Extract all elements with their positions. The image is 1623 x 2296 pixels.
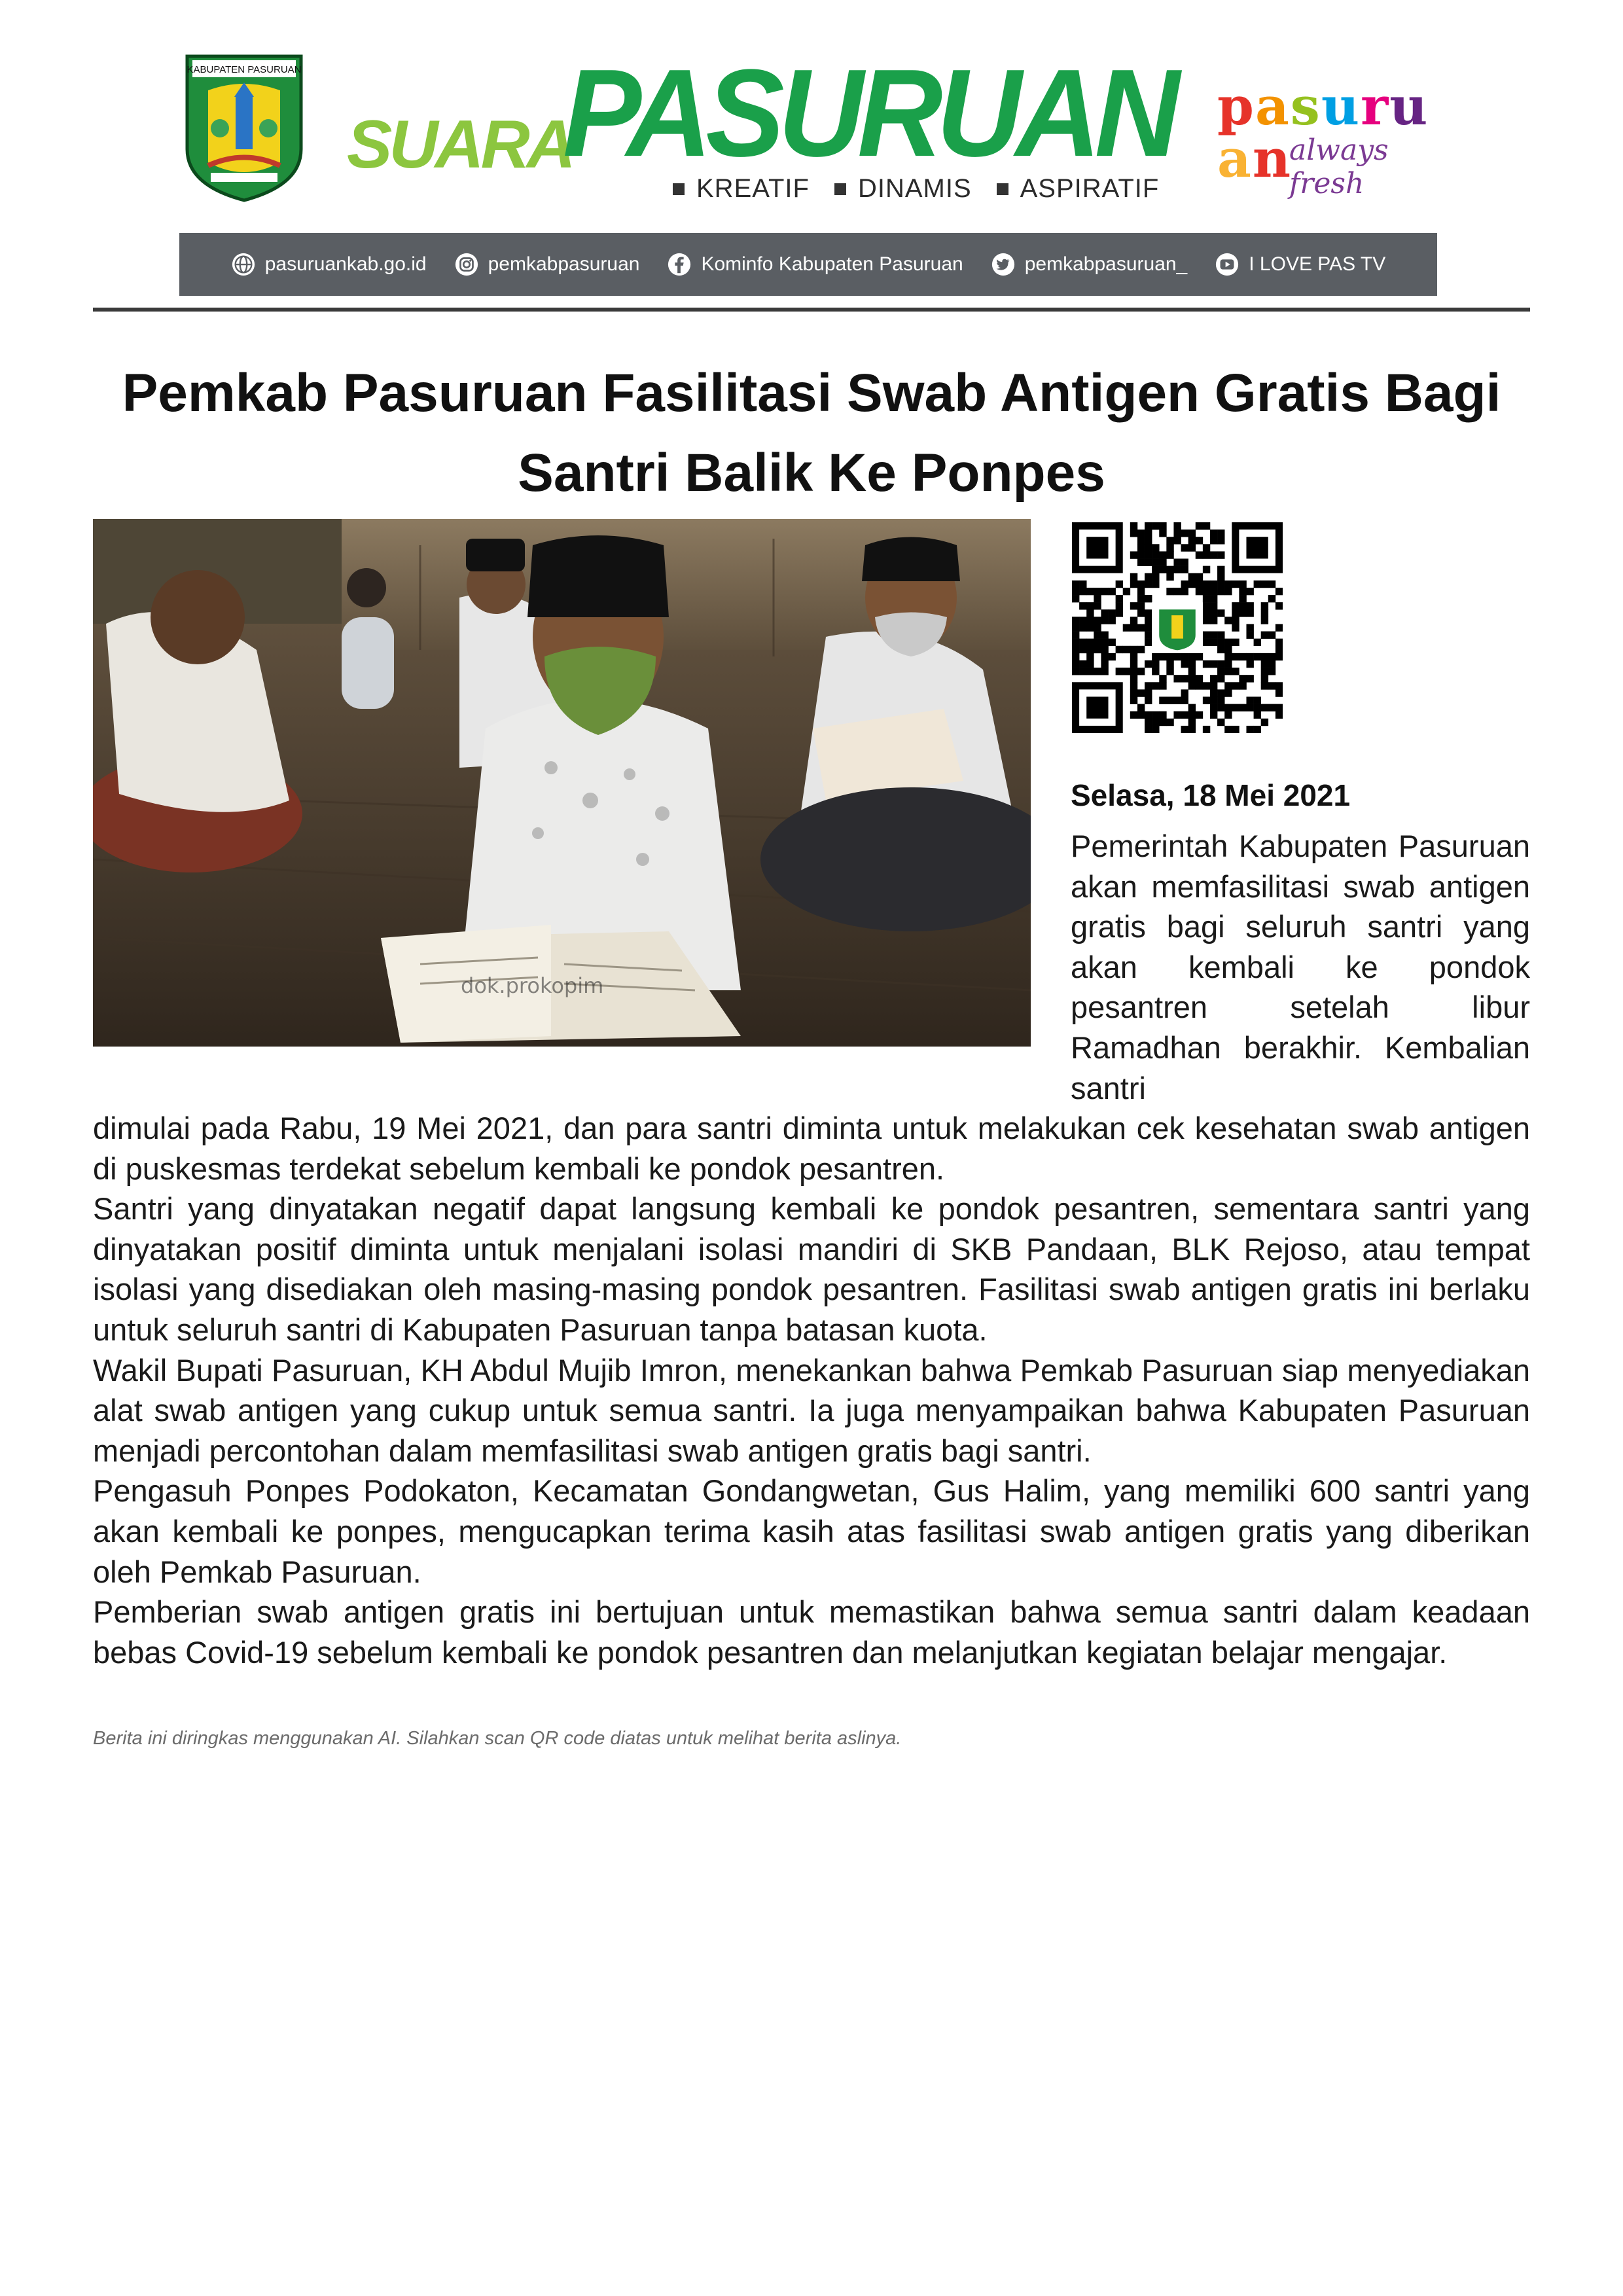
suara-pasuruan-logo <box>347 44 1174 203</box>
social-link-twitter[interactable] <box>991 252 1188 277</box>
bullet-square-icon <box>673 183 685 195</box>
social-link-facebook[interactable] <box>667 252 963 277</box>
tagline-item: KREATIF <box>696 174 810 203</box>
social-label: pasuruankab.go.id <box>264 253 427 275</box>
header-divider <box>93 308 1530 312</box>
tourism-subtitle: always fresh <box>1289 134 1389 200</box>
twitter-icon <box>991 252 1016 277</box>
social-label: pemkabpasuruan <box>488 253 640 275</box>
youtube-icon <box>1215 252 1240 277</box>
social-media-bar <box>179 233 1437 296</box>
photo-watermark: dok.prokopim <box>461 973 604 998</box>
article-paragraph: Pengasuh Ponpes Podokaton, Kecamatan Gondangwetan, Gus Halim, yang memiliki 600 santri yang akan kembali ke ponpes, mengucapkan terima kasih atas fasilitasi swab antigen gratis yang diberikan oleh Pemkab Pasuruan. <box>93 1473 1530 1589</box>
article-paragraph: Wakil Bupati Pasuruan, KH Abdul Mujib Imron, menekankan bahwa Pemkab Pasuruan siap menyediakan alat swab antigen yang cukup untuk semua santri. Ia juga menyampaikan bahwa Kabupaten Pasuruan menjadi percontohan dalam memfasilitasi swab antigen gratis bagi santri. <box>93 1352 1530 1468</box>
article-title: Pemkab Pasuruan Fasilitasi Swab Antigen Gratis Bagi Santri Balik Ke Ponpes <box>122 363 1501 503</box>
ai-summary-note: Berita ini diringkas menggunakan AI. Silahkan scan QR code diatas untuk melihat berita aslinya. <box>93 1728 902 1749</box>
globe-icon <box>231 252 256 277</box>
article-paragraph: Santri yang dinyatakan negatif dapat langsung kembali ke pondok pesantren, sementara santri yang dinyatakan positif diminta untuk menjalani isolasi mandiri di SKB Pandaan, BLK Rejoso, atau tempat isolasi yang disediakan oleh masing-masing pondok pesantren. Fasilitasi swab antigen gratis ini berlaku untuk seluruh santri di Kabupaten Pasuruan tanpa batasan kuota. <box>93 1191 1530 1347</box>
tagline-item: DINAMIS <box>857 174 972 203</box>
social-label: I LOVE PAS TV <box>1249 253 1386 275</box>
tourism-letter: u <box>1389 75 1429 137</box>
tourism-letter: a <box>1217 128 1253 189</box>
instagram-icon <box>454 252 479 277</box>
brand-prefix: SUARA <box>347 107 573 183</box>
tagline <box>673 174 1159 204</box>
crest-label: KABUPATEN PASURUAN <box>187 64 302 75</box>
tourism-letter: s <box>1290 75 1321 137</box>
article-paragraph: Pemberian swab antigen gratis ini bertujuan untuk memastikan bahwa semua santri dalam keadaan bebas Covid-19 sebelum kembali ke pondok pesantren dan melanjutkan kegiatan belajar mengajar. <box>93 1594 1530 1670</box>
pasuruan-always-fresh-logo <box>1217 75 1453 200</box>
bullet-square-icon <box>997 183 1008 195</box>
article-body <box>93 1108 1530 1672</box>
kabupaten-crest-logo <box>182 51 306 203</box>
facebook-icon <box>667 252 692 277</box>
brand-name: PASURUAN <box>563 44 1174 183</box>
article-date: Selasa, 18 Mei 2021 <box>1071 778 1351 812</box>
social-link-youtube[interactable] <box>1215 252 1385 277</box>
article-photo <box>93 519 1031 1047</box>
social-label: Kominfo Kabupaten Pasuruan <box>701 253 963 275</box>
social-link-website[interactable] <box>231 252 427 277</box>
article-lead-paragraph: Pemerintah Kabupaten Pasuruan akan memfasilitasi swab antigen gratis bagi seluruh santri yang akan kembali ke pondok pesantren setelah libur Ramadhan berakhir. Kembalian santri <box>1071 829 1530 1105</box>
tourism-letter: n <box>1252 128 1293 189</box>
social-label: pemkabpasuruan_ <box>1024 253 1188 275</box>
tourism-letter: a <box>1255 75 1291 137</box>
article-paragraph: dimulai pada Rabu, 19 Mei 2021, dan para santri diminta untuk melakukan cek kesehatan swab antigen di puskesmas terdekat sebelum kembali ke pondok pesantren. <box>93 1111 1530 1186</box>
qr-code[interactable] <box>1072 522 1283 733</box>
social-link-instagram[interactable] <box>454 252 640 277</box>
tourism-letter: u <box>1321 75 1361 137</box>
bullet-square-icon <box>834 183 846 195</box>
tourism-letter: r <box>1361 75 1390 137</box>
tourism-letter: p <box>1217 75 1255 137</box>
tagline-item: ASPIRATIF <box>1020 174 1160 203</box>
